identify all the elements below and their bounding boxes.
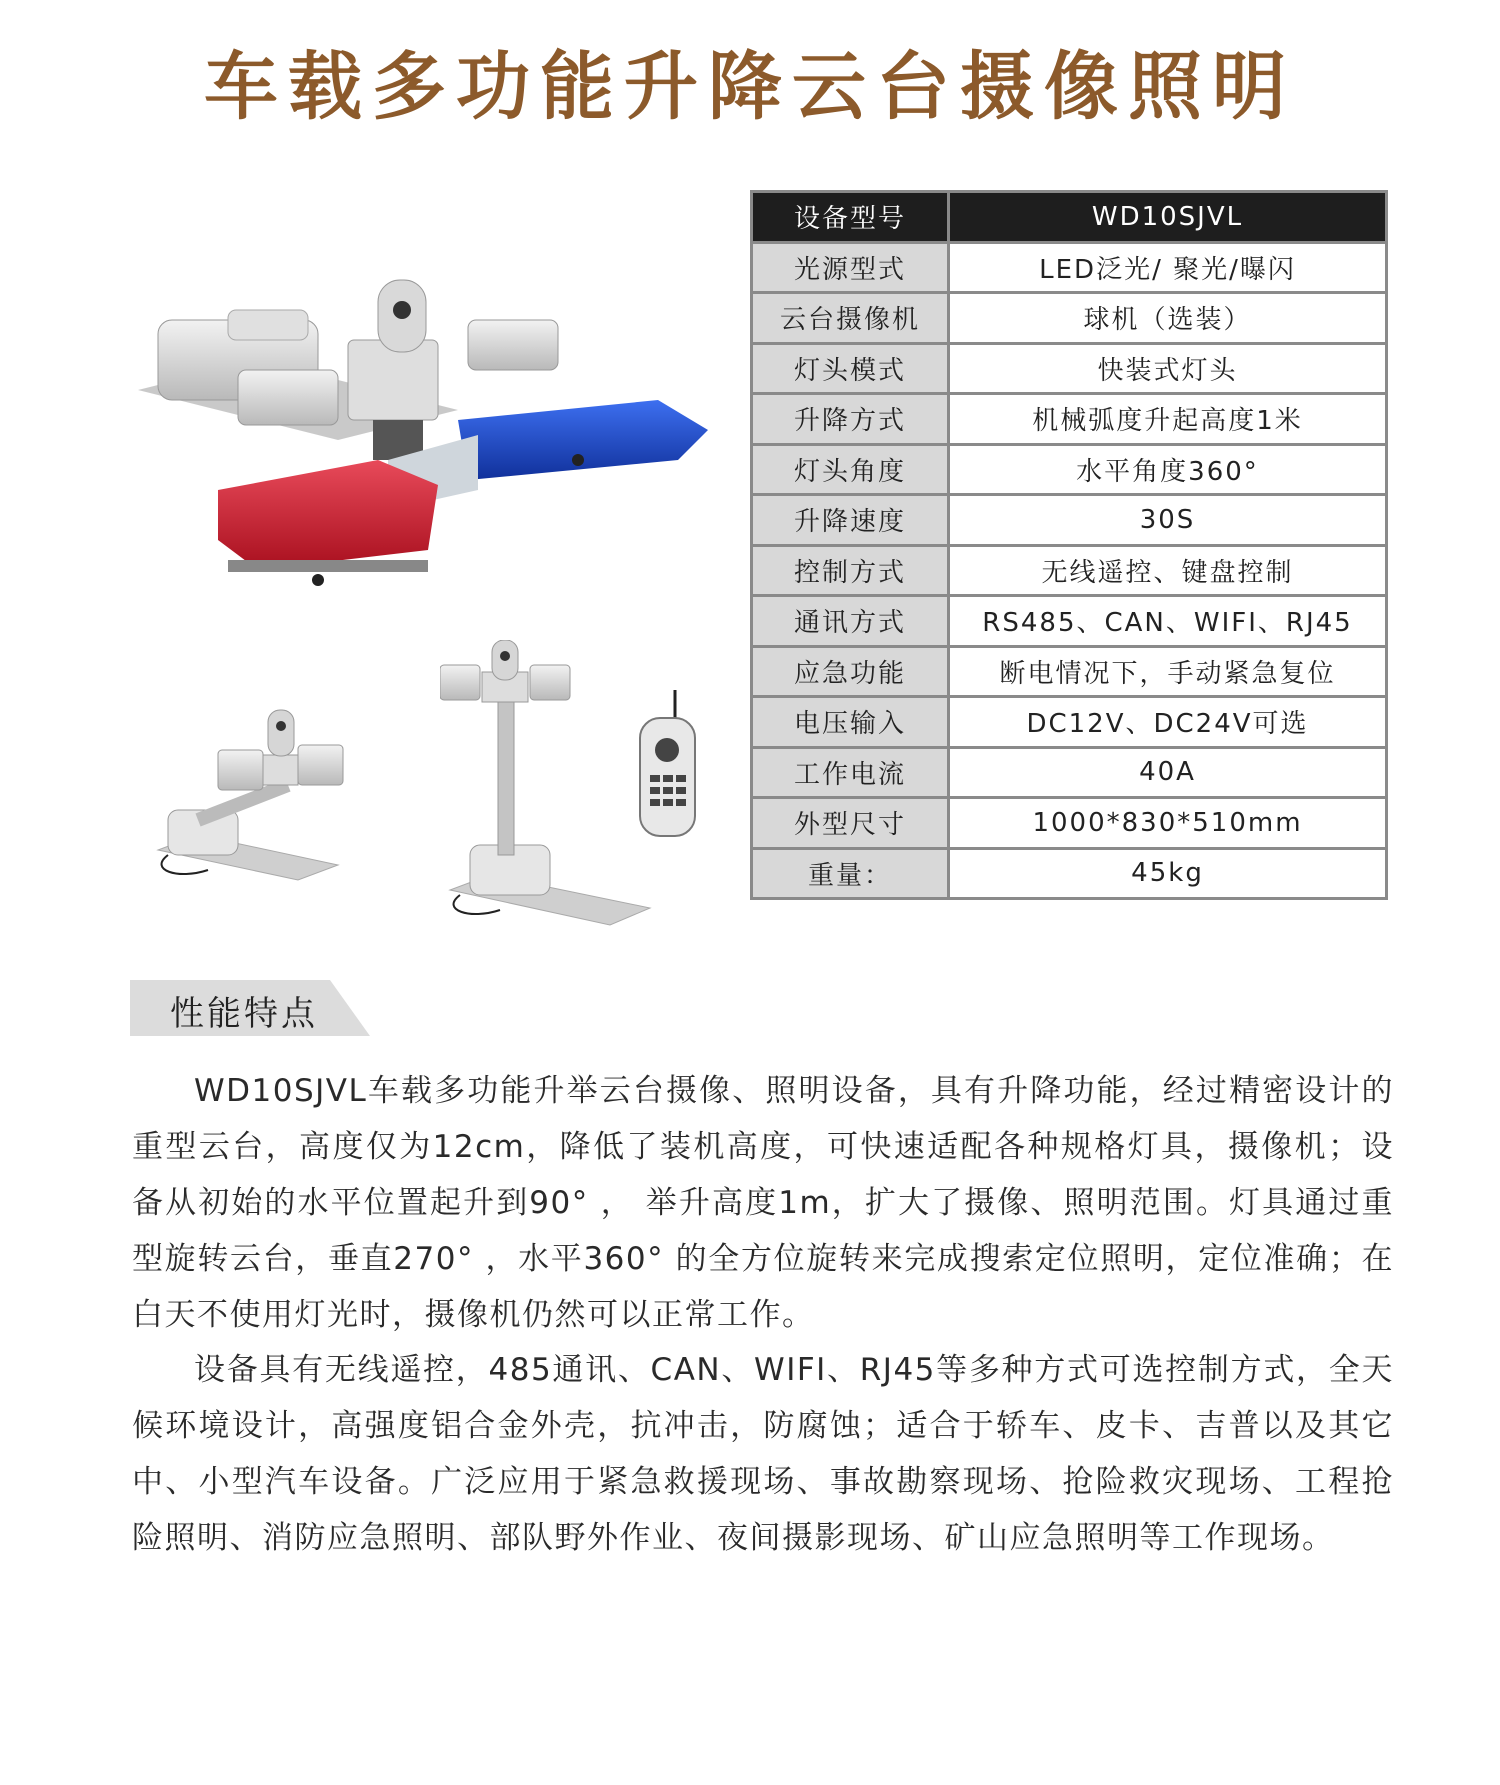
spec-row [752,394,1387,445]
spec-row [752,747,1387,798]
description-paragraph-1: WD10SJVL车载多功能升举云台摄像、照明设备，具有升降功能，经过精密设计的重型云台，高度仅为12cm，降低了装机高度，可快速适配各种规格灯具，摄像机；设备从初始的水平位置起升到90° ， 举升高度1m，扩大了摄像、照明范围。灯具通过重型旋转云台，垂直270° ，水平360° 的全方位旋转来完成搜索定位照明，定位准确；在白天不使用灯光时，摄像机仍然可以正常工作。 [132,1073,1394,1333]
spec-label: 升降方式 [752,394,949,445]
spec-value: 水平角度360° [949,444,1387,495]
spec-value: RS485、CAN、WIFI、RJ45 [949,596,1387,647]
spec-row [752,596,1387,647]
spec-row [752,293,1387,344]
product-image-folded [138,690,363,900]
spec-row-header [752,192,1387,243]
spec-value: 机械弧度升起高度1米 [949,394,1387,445]
spec-label: 灯头模式 [752,343,949,394]
spec-row [752,798,1387,849]
spec-label: 升降速度 [752,495,949,546]
spec-value: 断电情况下，手动紧急复位 [949,646,1387,697]
section-heading: 性能特点 [170,994,318,1034]
spec-header-label: 设备型号 [752,192,949,243]
spec-label: 电压输入 [752,697,949,748]
spec-row [752,444,1387,495]
spec-label: 云台摄像机 [752,293,949,344]
spec-row [752,646,1387,697]
spec-label: 通讯方式 [752,596,949,647]
spec-value: 无线遥控、键盘控制 [949,545,1387,596]
spec-label: 重量： [752,848,949,899]
spec-label: 应急功能 [752,646,949,697]
spec-label: 工作电流 [752,747,949,798]
page-title: 车载多功能升降云台摄像照明 [204,44,1296,130]
spec-header-value: WD10SJVL [949,192,1387,243]
spec-row [752,495,1387,546]
spec-row [752,697,1387,748]
spec-value: 45kg [949,848,1387,899]
spec-value: 球机（选装） [949,293,1387,344]
spec-value: 30S [949,495,1387,546]
spec-value: 1000*830*510mm [949,798,1387,849]
spec-label: 外型尺寸 [752,798,949,849]
spec-row [752,545,1387,596]
spec-row [752,848,1387,899]
spec-value: 40A [949,747,1387,798]
spec-label: 光源型式 [752,242,949,293]
remote-control-image [630,690,710,840]
spec-value: DC12V、DC24V可选 [949,697,1387,748]
spec-value: LED泛光/ 聚光/曝闪 [949,242,1387,293]
spec-row [752,242,1387,293]
spec-label: 灯头角度 [752,444,949,495]
spec-value: 快装式灯头 [949,343,1387,394]
spec-label: 控制方式 [752,545,949,596]
spec-table [750,190,1388,900]
product-image-lightbar [138,260,718,630]
spec-row [752,343,1387,394]
description-paragraph-2: 设备具有无线遥控，485通讯、CAN、WIFI、RJ45等多种方式可选控制方式，全天候环境设计，高强度铝合金外壳，抗冲击，防腐蚀；适合于轿车、皮卡、吉普以及其它中、小型汽车设备。广泛应用于紧急救援现场、事故勘察现场、抢险救灾现场、工程抢险照明、消防应急照明、部队野外作业、夜间摄影现场、矿山应急照明等工作现场。 [132,1352,1394,1556]
